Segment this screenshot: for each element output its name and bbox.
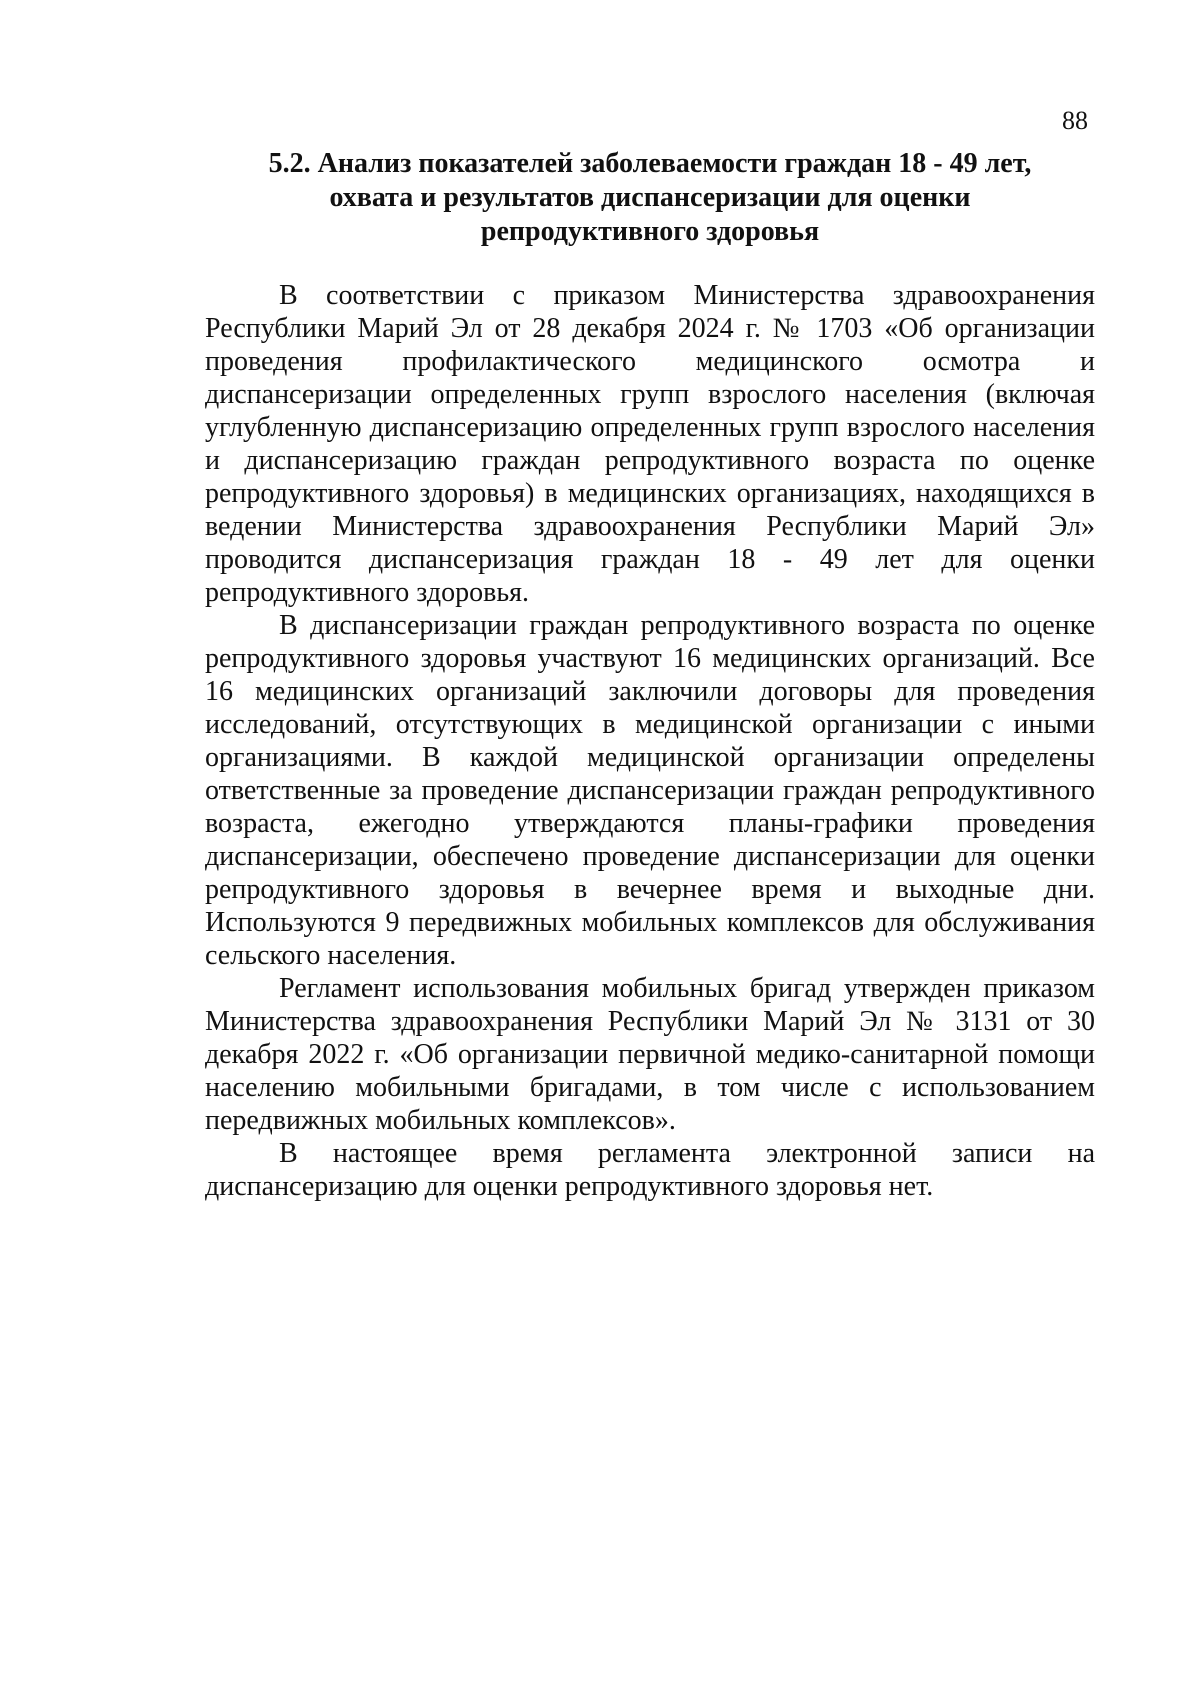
page-number: 88 xyxy=(1062,106,1088,135)
paragraph-order-reference: В соответствии с приказом Министерства здравоохранения Республики Марий Эл от 28 декабря 2024 г. № 1703 «Об организации проведения профилактического медицинского осмотра и диспансеризации определенных групп взрослого населения (включая углубленную диспансеризацию определенных групп взрослого населения и диспансеризацию граждан репродуктивного возраста по оценке репродуктивного здоровья) в медицинских организациях, находящихся в ведении Министерства здравоохранения Республики Марий Эл» проводится диспансеризация граждан 18 - 49 лет для оценки репродуктивного здоровья. xyxy=(205,280,1095,608)
paragraph-electronic-registration: В настоящее время регламента электронной записи на диспансеризацию для оценки репродуктивного здоровья нет. xyxy=(205,1138,1095,1202)
heading-line-3: репродуктивного здоровья xyxy=(480,216,820,247)
section-heading xyxy=(205,147,1095,249)
body-text xyxy=(205,279,1095,1203)
paragraph-medical-organizations: В диспансеризации граждан репродуктивного возраста по оценке репродуктивного здоровья участвуют 16 медицинских организаций. Все 16 медицинских организаций заключили договоры для проведения исследований, отсутствующих в медицинской организации с иными организациями. В каждой медицинской организации определены ответственные за проведение диспансеризации граждан репродуктивного возраста, ежегодно утверждаются планы-графики проведения диспансеризации, обеспечено проведение диспансеризации для оценки репродуктивного здоровья в вечернее время и выходные дни. Используются 9 передвижных мобильных комплексов для обслуживания сельского населения. xyxy=(205,610,1095,971)
heading-line-1: 5.2. Анализ показателей заболеваемости граждан 18 - 49 лет, xyxy=(268,148,1032,179)
heading-line-2: охвата и результатов диспансеризации для оценки xyxy=(329,182,971,213)
paragraph-mobile-brigades: Регламент использования мобильных бригад утвержден приказом Министерства здравоохранения Республики Марий Эл № 3131 от 30 декабря 2022 г. «Об организации первичной медико-санитарной помощи населению мобильными бригадами, в том числе с использованием передвижных мобильных комплексов». xyxy=(205,973,1095,1136)
